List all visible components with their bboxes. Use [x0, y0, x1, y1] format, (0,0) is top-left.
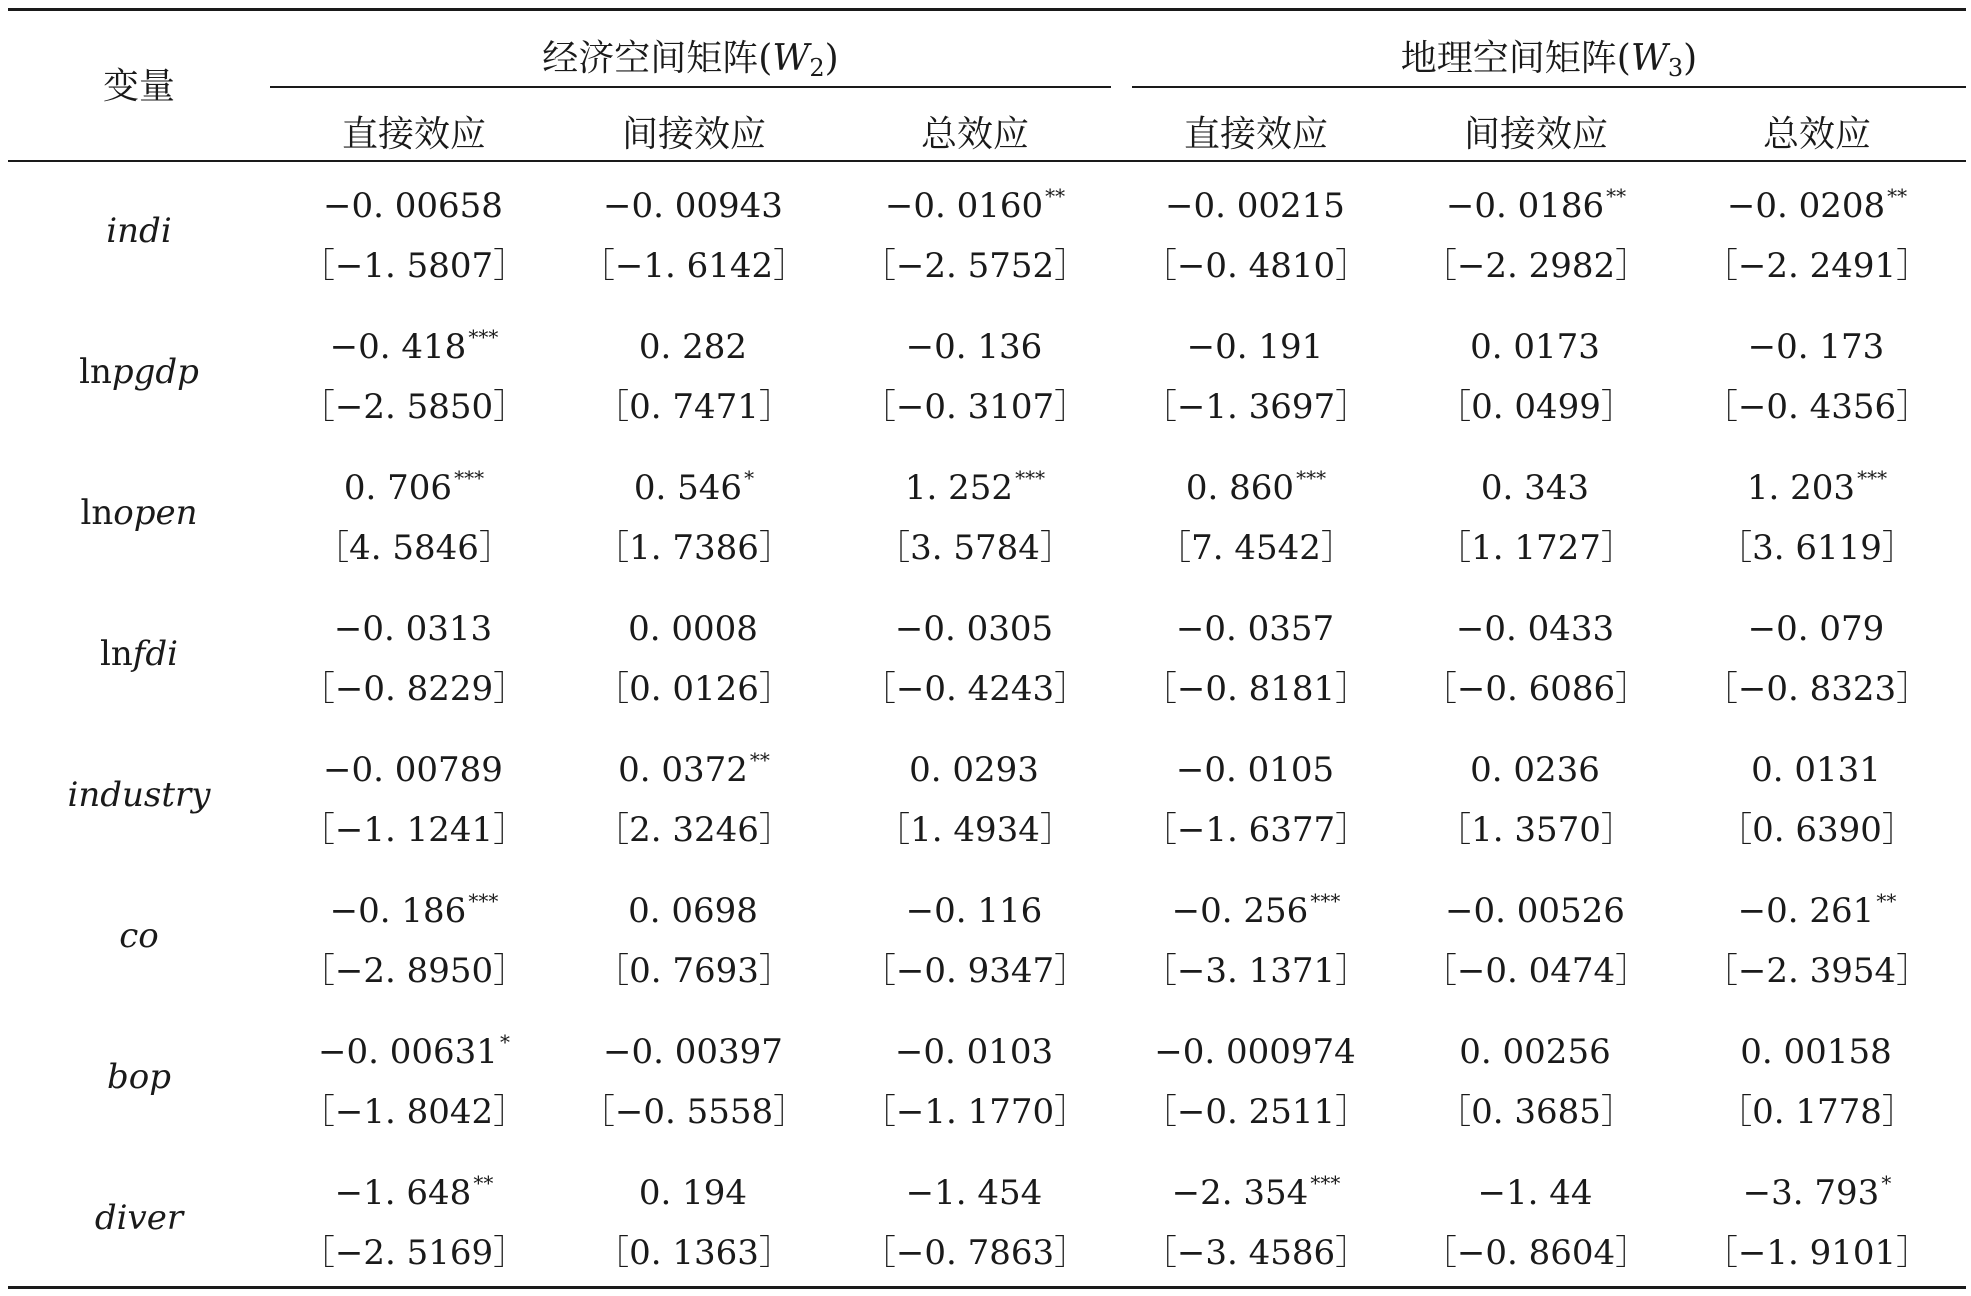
row-label-name: industry: [67, 775, 211, 815]
column-header: 直接效应: [341, 114, 486, 155]
coefficient-cell: [554, 466, 834, 508]
t-statistic-cell: ［1. 7386］: [595, 528, 793, 568]
coefficient-value: 1. 203: [1746, 468, 1856, 508]
coefficient-cell: [835, 184, 1115, 226]
coefficient-cell: [1677, 1030, 1957, 1072]
t-statistic-cell: ［0. 6390］: [1718, 810, 1916, 850]
variable-header: 变量: [102, 66, 175, 107]
significance-stars: ***: [454, 466, 485, 490]
coefficient-value: 0. 0293: [909, 750, 1039, 790]
row-label-prefix: ln: [99, 634, 133, 674]
significance-stars: *: [1881, 1171, 1892, 1195]
t-statistic-cell: ［−1. 1770］: [861, 1092, 1089, 1132]
coefficient-value: −0. 0105: [1175, 750, 1335, 790]
t-statistic-cell: ［7. 4542］: [1157, 528, 1355, 568]
significance-stars: **: [1045, 184, 1066, 208]
coefficient-value: −0. 0160: [884, 186, 1044, 226]
group-rule-w2: [270, 86, 1111, 88]
coefficient-value: −0. 0305: [894, 609, 1054, 649]
t-statistic-cell: ［−0. 4243］: [861, 669, 1089, 709]
coefficient-cell: [1116, 889, 1396, 931]
coefficient-cell: [554, 325, 834, 367]
coefficient-cell: [1116, 607, 1396, 649]
row-label-name: indi: [106, 211, 172, 251]
coefficient-cell: [1116, 748, 1396, 790]
coefficient-cell: [1677, 466, 1957, 508]
coefficient-value: 0. 0698: [628, 891, 758, 931]
coefficient-value: −0. 079: [1747, 609, 1885, 649]
coefficient-value: −2. 354: [1171, 1173, 1309, 1213]
coefficient-value: −0. 000974: [1154, 1032, 1356, 1072]
coefficient-cell: [835, 325, 1115, 367]
column-header: 间接效应: [621, 114, 766, 155]
coefficient-cell: [1116, 1030, 1396, 1072]
significance-stars: *: [744, 466, 755, 490]
coefficient-value: −0. 0357: [1175, 609, 1335, 649]
row-label-prefix: ln: [80, 493, 114, 533]
column-header: 总效应: [920, 114, 1029, 155]
significance-stars: ***: [1310, 1171, 1341, 1195]
coefficient-cell: [1396, 466, 1676, 508]
t-statistic-cell: ［−0. 5558］: [580, 1092, 808, 1132]
coefficient-cell: [274, 1030, 554, 1072]
significance-stars: **: [1887, 184, 1908, 208]
t-statistic-cell: ［−0. 7863］: [861, 1233, 1089, 1273]
t-statistic-cell: ［−1. 5807］: [300, 246, 528, 286]
coefficient-cell: [1116, 325, 1396, 367]
t-statistic-cell: ［−0. 4356］: [1703, 387, 1931, 427]
coefficient-cell: [554, 748, 834, 790]
coefficient-value: −0. 418: [329, 327, 467, 367]
coefficient-value: −1. 44: [1477, 1173, 1593, 1213]
coefficient-value: −1. 648: [334, 1173, 472, 1213]
coefficient-cell: [1396, 889, 1676, 931]
coefficient-value: −0. 00631: [318, 1032, 498, 1072]
significance-stars: ***: [468, 325, 499, 349]
coefficient-value: −0. 00397: [603, 1032, 783, 1072]
coefficient-value: 1. 252: [904, 468, 1014, 508]
t-statistic-cell: ［0. 1778］: [1718, 1092, 1916, 1132]
coefficient-cell: [1677, 748, 1957, 790]
coefficient-cell: [1677, 1171, 1957, 1213]
coefficient-value: −0. 00789: [323, 750, 503, 790]
coefficient-value: 0. 00158: [1740, 1032, 1892, 1072]
coefficient-cell: [835, 466, 1115, 508]
t-statistic-cell: ［−2. 2491］: [1703, 246, 1931, 286]
coefficient-cell: [1677, 184, 1957, 226]
coefficient-value: −0. 191: [1186, 327, 1324, 367]
t-statistic-cell: ［0. 0126］: [595, 669, 793, 709]
coefficient-value: 0. 0173: [1470, 327, 1600, 367]
t-statistic-cell: ［−2. 5752］: [861, 246, 1089, 286]
coefficient-value: −0. 116: [905, 891, 1043, 931]
row-label: [8, 634, 270, 674]
coefficient-value: −0. 00215: [1165, 186, 1345, 226]
column-header: 间接效应: [1463, 114, 1608, 155]
t-statistic-cell: ［0. 3685］: [1437, 1092, 1635, 1132]
coefficient-value: 0. 343: [1480, 468, 1590, 508]
t-statistic-cell: ［1. 1727］: [1437, 528, 1635, 568]
coefficient-cell: [1677, 889, 1957, 931]
coefficient-cell: [835, 1171, 1115, 1213]
coefficient-value: −1. 454: [905, 1173, 1043, 1213]
t-statistic-cell: ［−1. 1241］: [300, 810, 528, 850]
coefficient-value: −0. 0103: [894, 1032, 1054, 1072]
row-label-name: fdi: [132, 634, 178, 674]
row-label-name: pgdp: [111, 352, 199, 392]
row-label: [8, 211, 270, 251]
t-statistic-cell: ［1. 4934］: [876, 810, 1074, 850]
t-statistic-cell: ［−2. 5850］: [300, 387, 528, 427]
coefficient-value: −0. 261: [1737, 891, 1875, 931]
group-header-w2: 经济空间矩阵$(W_2)$: [542, 38, 839, 82]
coefficient-cell: [274, 1171, 554, 1213]
t-statistic-cell: ［−0. 8181］: [1142, 669, 1370, 709]
t-statistic-cell: ［−0. 3107］: [861, 387, 1089, 427]
t-statistic-cell: ［−2. 5169］: [300, 1233, 528, 1273]
row-label-prefix: ln: [79, 352, 112, 392]
t-statistic-cell: ［−2. 3954］: [1703, 951, 1931, 991]
coefficient-value: 0. 0131: [1751, 750, 1881, 790]
significance-stars: ***: [1296, 466, 1327, 490]
significance-stars: **: [1876, 889, 1897, 913]
significance-stars: *: [499, 1030, 510, 1054]
row-label: [8, 775, 270, 815]
bottom-rule: [8, 1286, 1966, 1289]
coefficient-value: −0. 186: [329, 891, 467, 931]
t-statistic-cell: ［0. 1363］: [595, 1233, 793, 1273]
t-statistic-cell: ［4. 5846］: [315, 528, 513, 568]
row-label-name: diver: [94, 1198, 184, 1238]
coefficient-cell: [1396, 1030, 1676, 1072]
row-label-name: bop: [107, 1057, 171, 1097]
coefficient-value: −3. 793: [1742, 1173, 1880, 1213]
coefficient-value: 0. 194: [638, 1173, 748, 1213]
t-statistic-cell: ［−0. 9347］: [861, 951, 1089, 991]
t-statistic-cell: ［−0. 4810］: [1142, 246, 1370, 286]
row-label: [8, 1198, 270, 1238]
group-rule-w3: [1132, 86, 1966, 88]
t-statistic-cell: ［−1. 6142］: [580, 246, 808, 286]
coefficient-cell: [1396, 607, 1676, 649]
top-rule: [8, 8, 1966, 11]
t-statistic-cell: ［−0. 6086］: [1422, 669, 1650, 709]
coefficient-value: −0. 173: [1747, 327, 1885, 367]
coefficient-cell: [1396, 184, 1676, 226]
t-statistic-cell: ［1. 3570］: [1437, 810, 1635, 850]
coefficient-cell: [835, 748, 1115, 790]
t-statistic-cell: ［−1. 3697］: [1142, 387, 1370, 427]
t-statistic-cell: ［−0. 8229］: [300, 669, 528, 709]
significance-stars: **: [749, 748, 770, 772]
coefficient-value: 0. 00256: [1459, 1032, 1611, 1072]
row-label-name: co: [119, 916, 159, 956]
coefficient-value: 0. 0372: [618, 750, 748, 790]
t-statistic-cell: ［−0. 0474］: [1422, 951, 1650, 991]
coefficient-cell: [554, 889, 834, 931]
coefficient-cell: [1396, 748, 1676, 790]
t-statistic-cell: ［−2. 2982］: [1422, 246, 1650, 286]
t-statistic-cell: ［−0. 8323］: [1703, 669, 1931, 709]
column-header: 直接效应: [1183, 114, 1328, 155]
coefficient-value: −0. 0313: [333, 609, 493, 649]
significance-stars: ***: [1015, 466, 1046, 490]
coefficient-cell: [274, 466, 554, 508]
t-statistic-cell: ［−3. 1371］: [1142, 951, 1370, 991]
coefficient-value: −0. 256: [1171, 891, 1309, 931]
significance-stars: ***: [1310, 889, 1341, 913]
coefficient-cell: [554, 1030, 834, 1072]
coefficient-cell: [274, 607, 554, 649]
coefficient-cell: [835, 1030, 1115, 1072]
row-label: [8, 916, 270, 956]
t-statistic-cell: ［−0. 2511］: [1142, 1092, 1370, 1132]
row-label: [8, 352, 270, 392]
significance-stars: **: [473, 1171, 494, 1195]
coefficient-value: 0. 282: [638, 327, 748, 367]
significance-stars: ***: [1857, 466, 1888, 490]
coefficient-value: 0. 706: [343, 468, 453, 508]
coefficient-value: −0. 00658: [323, 186, 503, 226]
t-statistic-cell: ［0. 0499］: [1437, 387, 1635, 427]
coefficient-cell: [554, 607, 834, 649]
coefficient-value: 0. 0236: [1470, 750, 1600, 790]
coefficient-value: 0. 0008: [628, 609, 758, 649]
t-statistic-cell: ［−0. 8604］: [1422, 1233, 1650, 1273]
t-statistic-cell: ［2. 3246］: [595, 810, 793, 850]
t-statistic-cell: ［−1. 9101］: [1703, 1233, 1931, 1273]
t-statistic-cell: ［−1. 8042］: [300, 1092, 528, 1132]
coefficient-value: −0. 00943: [603, 186, 783, 226]
t-statistic-cell: ［−1. 6377］: [1142, 810, 1370, 850]
coefficient-cell: [1116, 1171, 1396, 1213]
coefficient-cell: [274, 184, 554, 226]
group-header-w3: 地理空间矩阵$(W_3)$: [1400, 38, 1698, 82]
t-statistic-cell: ［3. 5784］: [876, 528, 1074, 568]
coefficient-value: −0. 0433: [1455, 609, 1615, 649]
coefficient-cell: [835, 889, 1115, 931]
coefficient-cell: [554, 184, 834, 226]
coefficient-value: 0. 860: [1185, 468, 1295, 508]
t-statistic-cell: ［−3. 4586］: [1142, 1233, 1370, 1273]
coefficient-cell: [274, 889, 554, 931]
coefficient-cell: [554, 1171, 834, 1213]
t-statistic-cell: ［0. 7693］: [595, 951, 793, 991]
significance-stars: ***: [468, 889, 499, 913]
row-label: [8, 493, 270, 533]
significance-stars: **: [1606, 184, 1627, 208]
row-label: [8, 1057, 270, 1097]
coefficient-cell: [1396, 325, 1676, 367]
t-statistic-cell: ［3. 6119］: [1718, 528, 1916, 568]
column-header: 总效应: [1762, 114, 1871, 155]
header-rule: [8, 160, 1966, 162]
coefficient-cell: [1116, 466, 1396, 508]
coefficient-value: −0. 136: [905, 327, 1043, 367]
coefficient-value: −0. 0208: [1726, 186, 1886, 226]
coefficient-cell: [274, 748, 554, 790]
coefficient-cell: [274, 325, 554, 367]
coefficient-cell: [835, 607, 1115, 649]
coefficient-cell: [1677, 325, 1957, 367]
coefficient-cell: [1677, 607, 1957, 649]
coefficient-value: −0. 0186: [1445, 186, 1605, 226]
coefficient-value: 0. 546: [633, 468, 743, 508]
t-statistic-cell: ［0. 7471］: [595, 387, 793, 427]
coefficient-value: −0. 00526: [1445, 891, 1625, 931]
coefficient-cell: [1116, 184, 1396, 226]
t-statistic-cell: ［−2. 8950］: [300, 951, 528, 991]
row-label-name: open: [113, 493, 198, 533]
coefficient-cell: [1396, 1171, 1676, 1213]
